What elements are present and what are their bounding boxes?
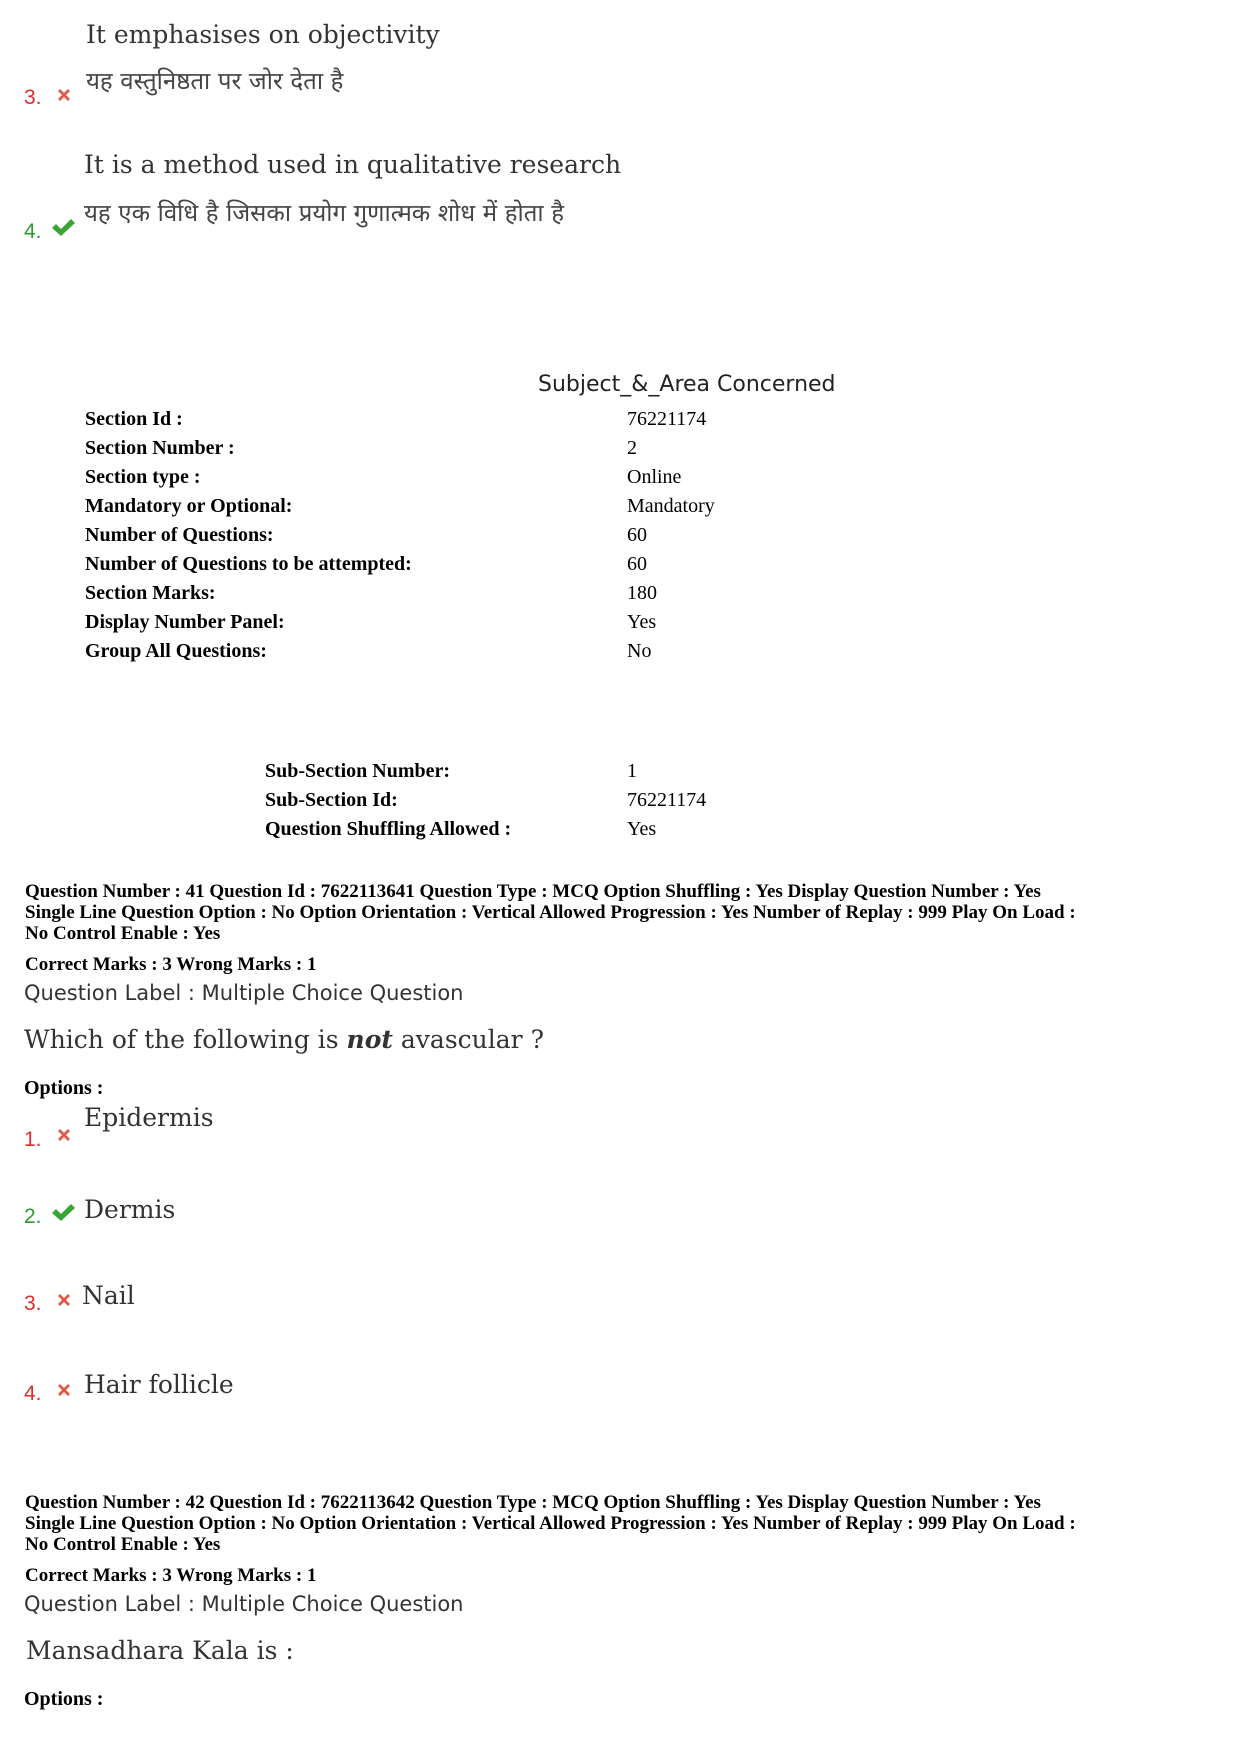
section-info-row: [85, 611, 785, 640]
cross-icon: [54, 1290, 74, 1310]
section-info-value: 76221174: [627, 408, 707, 430]
subsection-info-table: [265, 760, 865, 847]
section-info-value: Mandatory: [627, 495, 715, 517]
q41-option-4-text: Hair follicle: [84, 1370, 234, 1399]
section-info-label: Mandatory or Optional:: [85, 495, 293, 517]
q41-label: Question Label : Multiple Choice Question: [24, 981, 464, 1005]
section-info-label: Section Marks:: [85, 582, 216, 604]
section-info-value: No: [627, 640, 652, 662]
section-info-row: [85, 640, 785, 669]
subsection-info-label: Question Shuffling Allowed :: [265, 818, 512, 840]
section-heading: Subject_&_Area Concerned: [538, 372, 836, 397]
q42-marks: Correct Marks : 3 Wrong Marks : 1: [25, 1565, 317, 1586]
q42-options-label: Options :: [24, 1688, 104, 1710]
section-info-table: [85, 408, 785, 669]
q41-option-4-number: 4.: [24, 1382, 42, 1405]
q41-option-3-number: 3.: [24, 1292, 42, 1315]
q42-meta-line: Single Line Question Option : No Option Orientation : Vertical Allowed Progression : Yes Number of Replay : 999 Play On Load :: [25, 1513, 1076, 1534]
q42-label: Question Label : Multiple Choice Question: [24, 1592, 464, 1616]
subsection-info-value: 76221174: [627, 789, 707, 811]
subsection-info-row: [265, 760, 865, 789]
section-info-label: Group All Questions:: [85, 640, 267, 662]
section-info-row: [85, 437, 785, 466]
q41-meta: [25, 881, 1220, 944]
section-info-row: [85, 408, 785, 437]
q42-meta: [25, 1492, 1220, 1555]
section-info-label: Section Number :: [85, 437, 235, 459]
q41-marks: Correct Marks : 3 Wrong Marks : 1: [25, 954, 317, 975]
q42-meta-line: Question Number : 42 Question Id : 7622113642 Question Type : MCQ Option Shuffling : Yes Display Question Number : Yes: [25, 1492, 1041, 1513]
cross-icon: [54, 85, 74, 105]
section-info-value: Yes: [627, 611, 657, 633]
subsection-info-label: Sub-Section Number:: [265, 760, 451, 782]
subsection-info-value: 1: [627, 760, 637, 782]
q41-text-after: avascular ?: [392, 1025, 544, 1054]
section-info-value: 2: [627, 437, 637, 459]
section-info-label: Number of Questions:: [85, 524, 274, 546]
section-info-row: [85, 582, 785, 611]
section-info-row: [85, 495, 785, 524]
section-info-row: [85, 524, 785, 553]
section-info-value: Online: [627, 466, 682, 488]
cross-icon: [54, 1380, 74, 1400]
section-info-row: [85, 553, 785, 582]
prev-option-3-text-en: It emphasises on objectivity: [86, 20, 440, 49]
q41-option-2-number: 2.: [24, 1205, 42, 1228]
prev-option-3-text-hi: यह वस्तुनिष्ठता पर जोर देता है: [86, 67, 344, 95]
q41-meta-line: No Control Enable : Yes: [25, 923, 221, 944]
section-info-value: 60: [627, 553, 647, 575]
section-info-label: Section Id :: [85, 408, 183, 430]
section-info-row: [85, 466, 785, 495]
prev-option-4-text-en: It is a method used in qualitative research: [84, 150, 622, 179]
check-icon: [50, 1201, 76, 1223]
cross-icon: [54, 1125, 74, 1145]
q42-meta-line: No Control Enable : Yes: [25, 1534, 221, 1555]
check-icon: [50, 216, 76, 238]
q41-meta-line: Single Line Question Option : No Option Orientation : Vertical Allowed Progression : Yes Number of Replay : 999 Play On Load :: [25, 902, 1076, 923]
section-info-label: Section type :: [85, 466, 201, 488]
prev-option-3-number: 3.: [24, 86, 42, 109]
prev-option-4-text-hi: यह एक विधि है जिसका प्रयोग गुणात्मक शोध में होता है: [84, 199, 564, 227]
subsection-info-row: [265, 818, 865, 847]
q41-text-emph: not: [346, 1025, 393, 1054]
section-info-label: Display Number Panel:: [85, 611, 285, 633]
subsection-info-value: Yes: [627, 818, 657, 840]
subsection-info-label: Sub-Section Id:: [265, 789, 398, 811]
q42-question-text: Mansadhara Kala is :: [26, 1636, 294, 1665]
section-info-value: 180: [627, 582, 657, 604]
q41-meta-line: Question Number : 41 Question Id : 7622113641 Question Type : MCQ Option Shuffling : Yes Display Question Number : Yes: [25, 881, 1041, 902]
q41-option-2-text: Dermis: [84, 1195, 176, 1224]
prev-option-4-number: 4.: [24, 220, 42, 243]
section-info-label: Number of Questions to be attempted:: [85, 553, 412, 575]
q41-option-1-text: Epidermis: [84, 1103, 214, 1132]
q41-text-before: Which of the following is: [24, 1025, 347, 1054]
q41-question-text: [24, 1025, 544, 1054]
q41-option-3-text: Nail: [82, 1281, 135, 1310]
q41-option-1-number: 1.: [24, 1128, 42, 1151]
q41-options-label: Options :: [24, 1077, 104, 1099]
subsection-info-row: [265, 789, 865, 818]
section-info-value: 60: [627, 524, 647, 546]
